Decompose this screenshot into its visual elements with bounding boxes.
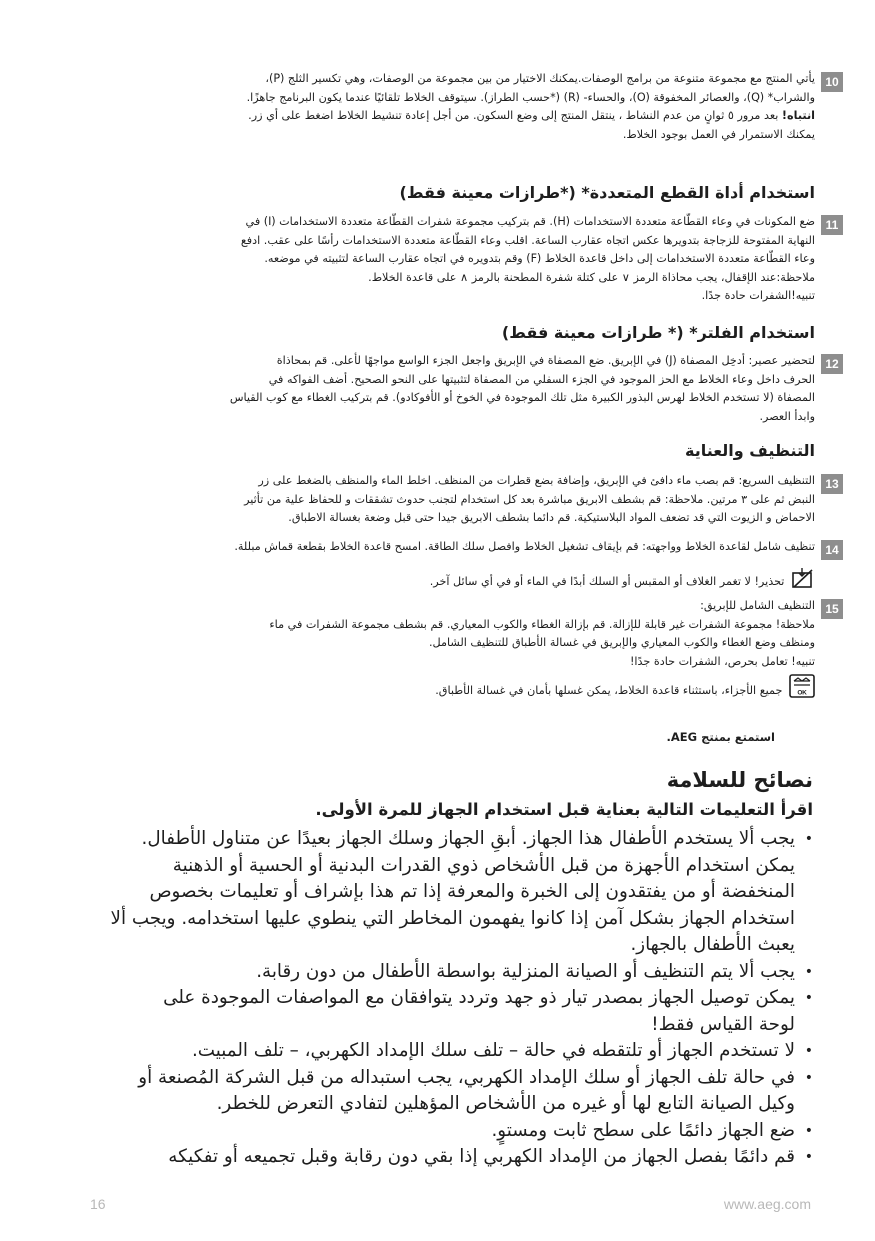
- safety-line: • يجب ألا يتم التنظيف أو الصيانة المنزلية بواسطة الأطفال من دون رقابة.: [256, 960, 795, 982]
- step-text-line: ملاحظة:عند الإقفال، يجب محاذاة الرمز ∨ على كتلة شفرة المطحنة بالرمز ∧ على قاعدة الخلاط.: [368, 270, 815, 284]
- step-text-line: تنبيه!الشفرات حادة جدًا.: [701, 289, 815, 303]
- step-text-line: المصفاة (لا تستخدم الخلاط لهرس البذور الكبيرة مثل تلك الموجودة في الخوخ أو الأفوكادو). قم بتركيب الغطاء مع كوب القياس: [229, 391, 815, 405]
- step-text-line: ومنظف وضع الغطاء والكوب المعياري والإبريق في غسالة الأطباق للتنظيف الشامل.: [428, 636, 815, 650]
- step-text-line: ملاحظة! مجموعة الشفرات غير قابلة للإزالة. قم بإزالة الغطاء والكوب المعياري. قم بشطف مجموعة الشفرات في ماء: [269, 617, 815, 631]
- step-number: 14: [821, 540, 843, 560]
- safety-item: [73, 1144, 813, 1171]
- safety-line: • في حالة تلف الجهاز أو سلك الإمداد الكهربي، يجب استبداله من قبل الشركة المُصنعة أو: [138, 1066, 795, 1088]
- safety-line: • يجب ألا يستخدم الأطفال هذا الجهاز. أبقِ الجهاز وسلك الجهاز بعيدًا عن متناول الأطفال.: [141, 828, 795, 849]
- step-text: بعد مرور ٥ ثوانٍ من عدم النشاط ، ينتقل المنتج إلى وضع السكون. من أجل إعادة تنشيط الخلاط اضغط على أي زر.: [248, 109, 779, 123]
- safety-line: • قم دائمًا بفصل الجهاز من الإمداد الكهربي إذا بقي دون رقابة وقبل تجميعه أو تفكيكه: [168, 1146, 795, 1167]
- safety-subtitle: اقرأ التعليمات التالية بعناية قبل استخدام الجهاز للمرة الأولى.: [315, 800, 813, 819]
- step-text-line: التنظيف الشامل للإبريق:: [700, 599, 815, 612]
- step-10: [95, 70, 839, 144]
- safety-line: • لا تستخدم الجهاز أو تلتقطه في حالة – تلف سلك الإمداد الكهربي، – تلف المبيت.: [191, 1040, 795, 1061]
- step-text-line: [95, 107, 815, 126]
- step-text-line: يأتي المنتج مع مجموعة متنوعة من برامج الوصفات.يمكنك الاختيار من بين مجموعة من الوصفات، وهي تكسير الثلج (P)،: [265, 72, 815, 85]
- step-15: [95, 597, 839, 705]
- safety-line: يعبث الأطفال بالجهاز.: [630, 934, 795, 955]
- step-12: [95, 352, 839, 426]
- step-number: 13: [821, 474, 843, 494]
- step-number: 11: [821, 215, 843, 235]
- step-text-line: النهاية المفتوحة للزجاجة بتدويرها عكس اتجاه عقارب الساعة. اقلب وعاء القطّاعة متعددة الاستخدامات رأسًا على عقب. ادفع: [240, 233, 815, 247]
- step-number: 15: [821, 599, 843, 619]
- step-text-line: الاحماض و الزيوت التي قد تضعف المواد البلاستيكية. قم دائما بشطف الابريق جيدا حتى قبل وضعة بغسالة الاطباق.: [288, 511, 815, 525]
- step-text-line: لتحضير عصير: أدخِل المصفاة (J) في الإبريق. ضع المصفاة في الإبريق واجعل الجزء الواسع مواجهًا لأعلى. قم بمحاذاة: [276, 354, 815, 367]
- step-text-line: الحرف داخل وعاء الخلاط مع الحز الموجود في الجزء السفلي من المصفاة لتثبيتها على النحو الصحيح. أضف الفواكه في: [268, 372, 815, 386]
- safety-item: [73, 826, 813, 959]
- step-text-line: وعاء القطّاعة متعددة الاستخدامات إلى داخل قاعدة الخلاط (F) وقم بتدويره في اتجاه عقارب الساعة لتثبيته في موضعه.: [264, 252, 815, 266]
- warning-text: تحذير! لا تغمر الغلاف أو المقبس أو السلك أبدًا في الماء أو في أي سائل آخر.: [429, 574, 785, 588]
- filter-heading: استخدام الفلتر* (* طرازات معينة فقط): [501, 323, 815, 342]
- step-11: [95, 213, 839, 306]
- safety-line: يمكن استخدام الأجهزة من قبل الأشخاص ذوي القدرات البدنية أو الحسية أو الذهنية: [172, 854, 795, 876]
- dishwasher-safe-icon: [789, 674, 815, 705]
- safety-item: [73, 1038, 813, 1065]
- step-13: [95, 472, 839, 528]
- multi-cutter-heading: استخدام أداة القطع المتعددة* (*طرازات معينة فقط): [399, 183, 815, 202]
- safety-item: [73, 1118, 813, 1145]
- safety-list: [73, 826, 813, 1171]
- dishwasher-line: [95, 674, 815, 705]
- step-text-line: تنظيف شامل لقاعدة الخلاط وواجهته: قم بإيقاف تشغيل الخلاط وافصل سلك الطاقة. امسح قاعدة الخلاط بقطعة قماش مبللة.: [234, 540, 815, 553]
- safety-line: استخدام الجهاز بشكل آمن إذا كانوا يفهمون المخاطر التي ينطوي عليها استخدامه. ويجب ألا: [110, 907, 795, 929]
- safety-line: • ضع الجهاز دائمًا على سطح ثابت ومستوٍ.: [491, 1119, 795, 1141]
- safety-line: لوحة القياس فقط!: [651, 1013, 795, 1035]
- cleaning-heading: التنظيف والعناية: [684, 441, 815, 460]
- safety-item: [73, 985, 813, 1038]
- safety-title: نصائح للسلامة: [666, 768, 813, 792]
- step-text-line: التنظيف السريع: قم بصب ماء دافئ في الإبريق، وإضافة بضع قطرات من المنظف. اخلط الماء والمنظف بالضغط على زر: [258, 474, 815, 487]
- safety-line: • يمكن توصيل الجهاز بمصدر تيار ذو جهد وتردد يتوافقان مع المواصفات الموجودة على: [163, 987, 795, 1008]
- safety-line: المنخفضة أو من يفتقدون إلى الخبرة والمعرفة إذا تم هذا بإشراف أو تعليمات بخصوص: [149, 881, 795, 902]
- step-text-line: النبض ثم على ٣ مرتين. ملاحظة: قم بشطف الابريق مباشرة بعد كل استخدام لتجنب حدوث تشققات و للحفاظ علية من تأثير: [244, 492, 815, 506]
- step-text-line: تنبيه! تعامل بحرص، الشفرات حادة جدًا!: [629, 654, 815, 668]
- safety-item: [73, 1065, 813, 1118]
- step-number: 12: [821, 354, 843, 374]
- page-number: 16: [90, 1196, 106, 1212]
- step-text-line: يمكنك الاستمرار في العمل بوجود الخلاط.: [622, 127, 815, 141]
- step-number: 10: [821, 72, 843, 92]
- dishwasher-text: جميع الأجزاء، باستثناء قاعدة الخلاط، يمكن غسلها بأمان في غسالة الأطباق.: [435, 684, 783, 698]
- step-text-line: والشراب* (Q)، والعصائر المخفوقة (O)، والحساء- (R) (*حسب الطراز). سيتوقف الخلاط تلقائيًا عندما يكون البرنامج جاهزًا.: [246, 90, 815, 104]
- dishwasher-ok-label: OK: [797, 689, 807, 697]
- safety-item: [73, 959, 813, 986]
- step-text-line: وابدأ العصر.: [759, 409, 815, 423]
- footer-url[interactable]: www.aeg.com: [723, 1196, 811, 1212]
- thanks-text: استمتع بمنتج AEG.: [666, 730, 775, 744]
- step-14: [95, 538, 839, 595]
- safety-line: وكيل الصيانة التابع لها أو غيره من الأشخاص المؤهلين لتفادي التعرض للخطر.: [216, 1093, 795, 1114]
- warning-line: [95, 567, 815, 596]
- attention-label: انتباه!: [781, 109, 815, 123]
- step-text-line: ضع المكونات في وعاء القطّاعة متعددة الاستخدامات (H). قم بتركيب مجموعة شفرات القطّاعة متعددة الاستخدامات (I) في: [245, 215, 815, 228]
- no-immerse-icon: [791, 567, 815, 596]
